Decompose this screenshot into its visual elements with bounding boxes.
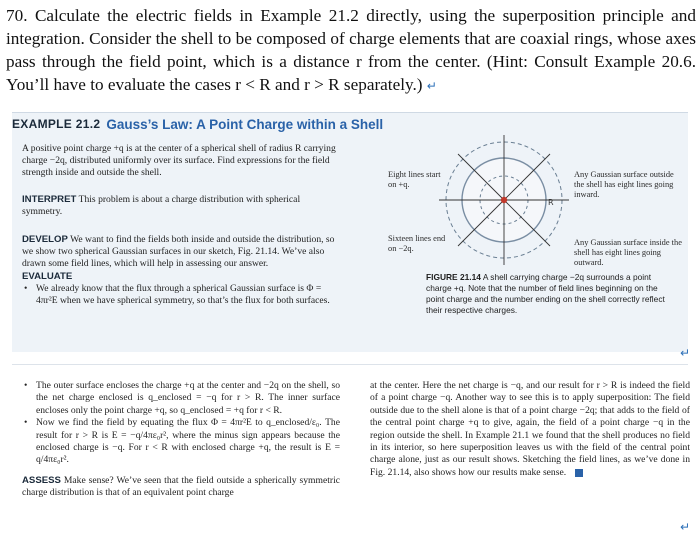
- example-title: Gauss’s Law: A Point Charge within a Shell: [106, 116, 384, 132]
- evaluate-bullet-1: • We already know that the flux through a spherical Gaussian surface is Φ = 4πr²E when we have spherical symmetry, so that’s the flux for both surfaces.: [24, 283, 330, 307]
- evaluate-bullet-3: • Now we find the field by equating the flux Φ = 4πr²E to q_enclosed/ε₀. The result for r > R is E = −q/4πε₀r², where the minus sign appears because the enclosed charge is −q. For r < R with enclosed charge +q, the result is E = q/4πε₀r².: [24, 417, 340, 466]
- develop-head: DEVELOP: [22, 234, 68, 245]
- assess-text: Make sense? We’ve seen that the field outside a spherically symmetric charge distribution is that of an equivalent point charge: [22, 474, 340, 499]
- label-sixteen-lines: Sixteen lines end on −2q.: [388, 234, 446, 253]
- return-icon-3: ↵: [680, 520, 691, 534]
- continuation-left-column: [22, 380, 340, 500]
- example-label: EXAMPLE 21.2: [12, 117, 101, 131]
- interpret-text: This problem is about a charge distribution with spherical symmetry.: [22, 194, 301, 218]
- problem-statement: [6, 4, 696, 98]
- figure-21-14: [388, 130, 688, 290]
- caption-number: FIGURE 21.14: [426, 272, 481, 282]
- assess-section: [22, 475, 340, 500]
- radius-label: R: [548, 198, 554, 207]
- assess-head: ASSESS: [22, 474, 61, 486]
- problem-number: 70.: [6, 6, 28, 25]
- interpret-head: INTERPRET: [22, 194, 77, 205]
- point-charge: [501, 197, 507, 203]
- label-inside-surface: Any Gaussian surface inside the shell has eight lines going outward.: [574, 238, 682, 267]
- label-eight-lines: Eight lines start on +q.: [388, 170, 441, 189]
- evaluate-section: [22, 271, 342, 308]
- develop-text: We want to find the fields both inside and outside the distribution, so we show two spherical Gaussian surfaces in our sketch, Fig. 21.14. We’ve also drawn some field lines, which will help in assessing our answer.: [22, 234, 335, 270]
- example-intro: A positive point charge +q is at the center of a spherical shell of radius R carrying charge −2q, distributed uniformly over its surface. Find expressions for the field strength inside and outside the shell.: [22, 143, 336, 179]
- continuation-right-column: [370, 380, 690, 479]
- label-outside-surface: Any Gaussian surface outside the shell has eight lines going inward.: [574, 170, 674, 199]
- example-header: [12, 113, 383, 135]
- figure-caption: [426, 272, 672, 316]
- end-of-example-marker: [575, 469, 583, 477]
- caption-text: A shell carrying charge −2q surrounds a point charge +q. Note that the number of field lines beginning on the point charge and the number ending on the shell correctly reflect their respective charges.: [426, 272, 665, 315]
- evaluate-head: EVALUATE: [22, 271, 73, 282]
- develop-section: [22, 234, 342, 271]
- return-icon: ↵: [426, 79, 437, 93]
- assess-continuation: at the center. Here the net charge is −q, and our result for r > R is indeed the field of a point charge −q. Another way to see this is to apply superposition: The field outside due to the shell alone is that of a point charge −2q; that adds to the field of the central point charge +q to give, again, the field of a point charge −q in the region outside the shell. In Example 21.1 we found that the shell produces no field in its interior, so here superposition leaves us with the field of the central point charge alone, just as our result shows. Sketching the field lines, as we’ve done in Fig. 21.14, also shows how our results make sense.: [370, 380, 690, 478]
- problem-text: Calculate the electric fields in Example 21.2 directly, using the superposition principle and integration. Consider the shell to be composed of charge elements that are coaxial rings, whose axes pass through the field point, which is a distance r from the center. (Hint: Consult Example 20.6. You’ll have to evaluate the cases r < R and r > R separately.): [6, 6, 696, 94]
- return-icon-2: ↵: [680, 346, 691, 360]
- interpret-section: [22, 194, 342, 218]
- evaluate-bullet-2: • The outer surface encloses the charge +q at the center and −2q on the shell, so the net charge enclosed is q_enclosed = −q for r > R. The inner surface encloses only the point charge +q, so q_enclosed = +q for r < R.: [24, 380, 340, 416]
